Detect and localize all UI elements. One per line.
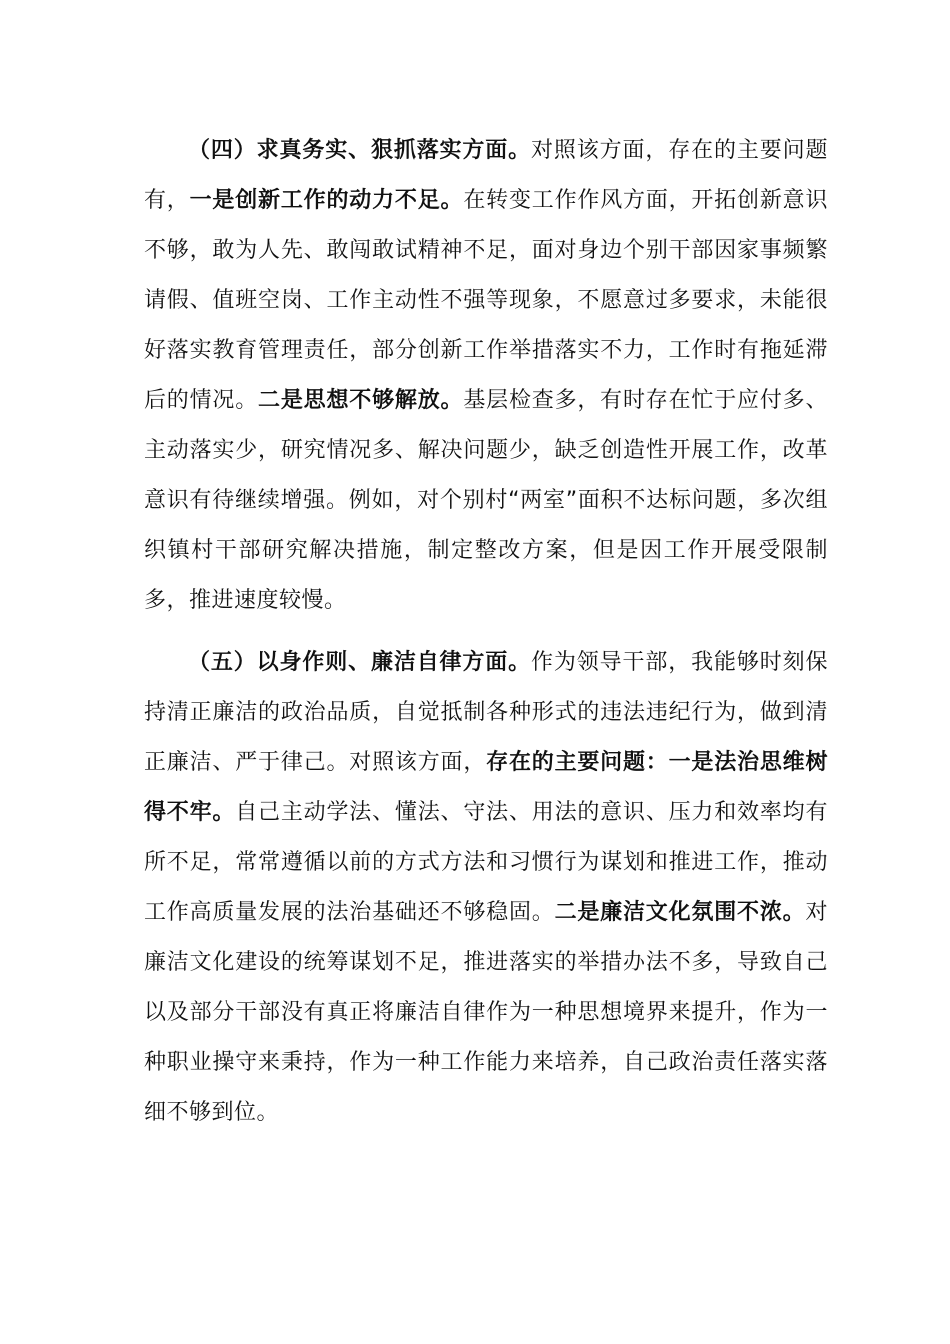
bold-point: 一是创新工作的动力不足。 bbox=[189, 188, 464, 213]
text-segment: 自己主动学法、懂法、守法、用法的意识、压力和效率均有所不足，常常遵循以前的方式方法和习惯行为谋划和推进工作，推动工作高质量发展的法治基础还不够稳固。 bbox=[144, 800, 828, 925]
text-segment: 对廉洁文化建设的统筹谋划不足，推进落实的举措办法不多，导致自己以及部分干部没有真正将廉洁自律作为一种思想境界来提升，作为一种职业操守来秉持，作为一种工作能力来培养，自己政治责任落实落细不够到位。 bbox=[144, 900, 828, 1125]
document-page bbox=[144, 126, 828, 1138]
paragraph-five bbox=[144, 638, 828, 1138]
bold-point: 存在的主要问题：一是法治思维树得不牢。 bbox=[144, 750, 828, 825]
text-segment: 基层检查多，有时存在忙于应付多、主动落实少，研究情况多、解决问题少，缺乏创造性开展工作，改革意识有待继续增强。例如，对个别村“两室”面积不达标问题，多次组织镇村干部研究解决措施，制定整改方案，但是因工作开展受限制多，推进速度较慢。 bbox=[144, 388, 828, 613]
text-segment: 作为领导干部，我能够时刻保持清正廉洁的政治品质，自觉抵制各种形式的违法违纪行为，做到清正廉洁、严于律己。对照该方面， bbox=[144, 650, 828, 775]
heading-four: （四）求真务实、狠抓落实方面。 bbox=[188, 138, 532, 163]
bold-point: 二是廉洁文化氛围不浓。 bbox=[554, 900, 806, 925]
text-segment: 在转变工作作风方面，开拓创新意识不够，敢为人先、敢闯敢试精神不足，面对身边个别干部因家事频繁请假、值班空岗、工作主动性不强等现象，不愿意过多要求，未能很好落实教育管理责任，部分创新工作举措落实不力，工作时有拖延滞后的情况。 bbox=[144, 188, 828, 413]
paragraph-four bbox=[144, 126, 828, 626]
heading-five: （五）以身作则、廉洁自律方面。 bbox=[188, 650, 532, 675]
text-segment: 对照该方面，存在的主要问题有， bbox=[144, 138, 828, 213]
bold-point: 二是思想不够解放。 bbox=[258, 388, 464, 413]
